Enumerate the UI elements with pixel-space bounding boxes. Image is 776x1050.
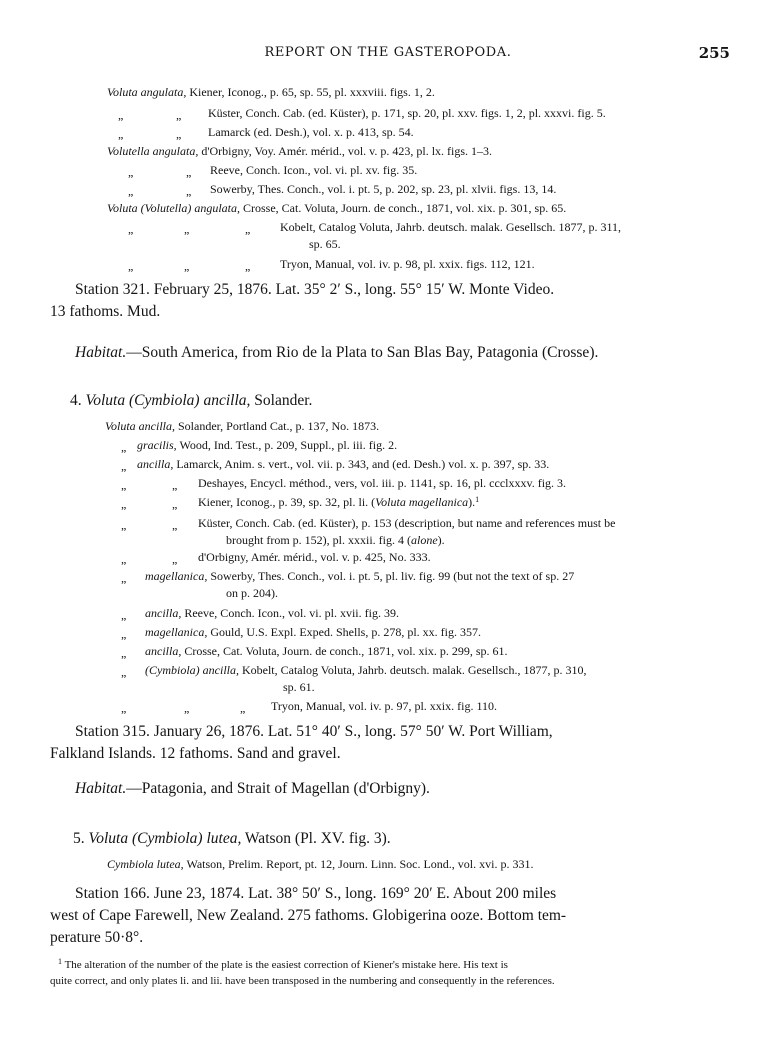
synonym-line: Kobelt, Catalog Voluta, Jahrb. deutsch. malak. Gesellsch. 1877, p. 311,	[280, 220, 622, 234]
synonym-line: Sowerby, Thes. Conch., vol. i. pt. 5, p. 202, sp. 23, pl. xlvii. figs. 13, 14.	[210, 182, 557, 196]
ditto-mark: „	[121, 701, 127, 715]
ditto-mark: „	[121, 627, 127, 641]
footnote-marker: 1	[58, 957, 62, 966]
ditto-mark: „	[128, 259, 134, 273]
species-heading: 5. Voluta (Cymbiola) lutea, Watson (Pl. XV. fig. 3).	[73, 830, 391, 847]
ditto-mark: „	[121, 552, 127, 566]
ditto-mark: „	[176, 127, 182, 141]
ditto-mark: „	[184, 701, 190, 715]
synonym-line: gracilis, Wood, Ind. Test., p. 209, Suppl., pl. iii. fig. 2.	[137, 438, 398, 452]
ditto-mark: „	[121, 440, 127, 454]
synonym-line: Voluta ancilla, Solander, Portland Cat., p. 137, No. 1873.	[105, 419, 380, 433]
ditto-mark: „	[121, 608, 127, 622]
ditto-mark: „	[172, 478, 178, 492]
ditto-mark: „	[121, 478, 127, 492]
footnote: $^1$ The alteration of the number of the plate is the easiest correction of Kiener's mistake here. His text is	[58, 957, 508, 971]
station-record: Station 315. January 26, 1876. Lat. 51° 40′ S., long. 57° 50′ W. Port William,	[75, 723, 553, 740]
synonym-line: Tryon, Manual, vol. iv. p. 98, pl. xxix. figs. 112, 121.	[280, 257, 535, 271]
ditto-mark: „	[121, 665, 127, 679]
ditto-mark: „	[186, 184, 192, 198]
synonym-line-continued: on p. 204).	[226, 586, 278, 600]
synonym-line: (Cymbiola) ancilla, Kobelt, Catalog Voluta, Jahrb. deutsch. malak. Gesellsch., 1877, p. 310,	[145, 663, 587, 677]
ditto-mark: „	[240, 701, 246, 715]
footnote-ref: 1	[475, 495, 480, 504]
ditto-mark: „	[172, 552, 178, 566]
footnote-continued: quite correct, and only plates li. and lii. have been transposed in the numbering and consequently in the references.	[50, 975, 555, 987]
synonym-line: magellanica, Sowerby, Thes. Conch., vol. i. pt. 5, pl. liv. fig. 99 (but not the text of sp. 27	[145, 569, 575, 583]
synonym-line: Lamarck (ed. Desh.), vol. x. p. 413, sp. 54.	[208, 125, 414, 139]
ditto-mark: „	[128, 184, 134, 198]
synonym-line: Küster, Conch. Cab. (ed. Küster), p. 171, sp. 20, pl. xxv. figs. 1, 2, pl. xxxvi. fig. 5.	[208, 106, 606, 120]
ditto-mark: „	[118, 108, 124, 122]
synonym-line: Kiener, Iconog., p. 39, sp. 32, pl. li. (Voluta magellanica).$^1$	[198, 495, 480, 509]
station-record: Station 321. February 25, 1876. Lat. 35° 2′ S., long. 55° 15′ W. Monte Video.	[75, 281, 555, 298]
ditto-mark: „	[245, 259, 251, 273]
running-header: REPORT ON THE GASTEROPODA.	[264, 45, 512, 60]
synonym-line: Cymbiola lutea, Watson, Prelim. Report, pt. 12, Journ. Linn. Soc. Lond., vol. xvi. p. 331.	[107, 857, 534, 871]
ditto-mark: „	[121, 518, 127, 532]
station-record-continued: 13 fathoms. Mud.	[50, 303, 161, 320]
synonym-line: magellanica, Gould, U.S. Expl. Exped. Shells, p. 278, pl. xx. fig. 357.	[145, 625, 481, 639]
ditto-mark: „	[172, 518, 178, 532]
synonym-line: d'Orbigny, Amér. mérid., vol. v. p. 425, No. 333.	[198, 550, 431, 564]
ditto-mark: „	[121, 646, 127, 660]
habitat-note: Habitat.—South America, from Rio de la Plata to San Blas Bay, Patagonia (Crosse).	[75, 344, 599, 361]
page-number: 255	[698, 44, 730, 62]
ditto-mark: „	[184, 222, 190, 236]
ditto-mark: „	[118, 127, 124, 141]
synonym-line-continued: sp. 65.	[309, 237, 341, 251]
ditto-mark: „	[121, 497, 127, 511]
synonym-line-continued: brought from p. 152), pl. xxxii. fig. 4 (alone).	[226, 533, 445, 547]
synonym-line: ancilla, Lamarck, Anim. s. vert., vol. vii. p. 343, and (ed. Desh.) vol. x. p. 397, sp. 33.	[137, 457, 550, 471]
ditto-mark: „	[128, 165, 134, 179]
ditto-mark: „	[186, 165, 192, 179]
station-record-continued: west of Cape Farewell, New Zealand. 275 fathoms. Globigerina ooze. Bottom tem-	[50, 907, 567, 924]
synonym-line-continued: sp. 61.	[283, 680, 315, 694]
synonym-line: Reeve, Conch. Icon., vol. vi. pl. xv. fig. 35.	[210, 163, 418, 177]
synonym-line: ancilla, Crosse, Cat. Voluta, Journ. de conch., 1871, vol. xix. p. 299, sp. 61.	[145, 644, 508, 658]
ditto-mark: „	[121, 571, 127, 585]
ditto-mark: „	[176, 108, 182, 122]
synonym-line: Tryon, Manual, vol. iv. p. 97, pl. xxix. fig. 110.	[271, 699, 498, 713]
ditto-mark: „	[245, 222, 251, 236]
habitat-note: Habitat.—Patagonia, and Strait of Magellan (d'Orbigny).	[75, 780, 430, 797]
ditto-mark: „	[184, 259, 190, 273]
ditto-mark: „	[172, 497, 178, 511]
station-record-continued: perature 50·8°.	[50, 929, 144, 946]
synonym-line: Voluta (Volutella) angulata, Crosse, Cat. Voluta, Journ. de conch., 1871, vol. xix. p. 301, sp. 65.	[107, 201, 567, 215]
synonym-line: Deshayes, Encycl. méthod., vers, vol. iii. p. 1141, sp. 16, pl. ccclxxxv. fig. 3.	[198, 476, 567, 490]
ditto-mark: „	[121, 459, 127, 473]
station-record-continued: Falkland Islands. 12 fathoms. Sand and gravel.	[50, 745, 341, 762]
station-record: Station 166. June 23, 1874. Lat. 38° 50′ S., long. 169° 20′ E. About 200 miles	[75, 885, 557, 902]
species-heading: 4. Voluta (Cymbiola) ancilla, Solander.	[70, 392, 313, 409]
synonym-line: Voluta angulata, Kiener, Iconog., p. 65, sp. 55, pl. xxxviii. figs. 1, 2.	[107, 85, 435, 99]
synonym-line: Küster, Conch. Cab. (ed. Küster), p. 153 (description, but name and references must be	[198, 516, 616, 530]
ditto-mark: „	[128, 222, 134, 236]
synonym-line: Volutella angulata, d'Orbigny, Voy. Amér. mérid., vol. v. p. 423, pl. lx. figs. 1–3.	[107, 144, 493, 158]
synonym-line: ancilla, Reeve, Conch. Icon., vol. vi. pl. xvii. fig. 39.	[145, 606, 399, 620]
